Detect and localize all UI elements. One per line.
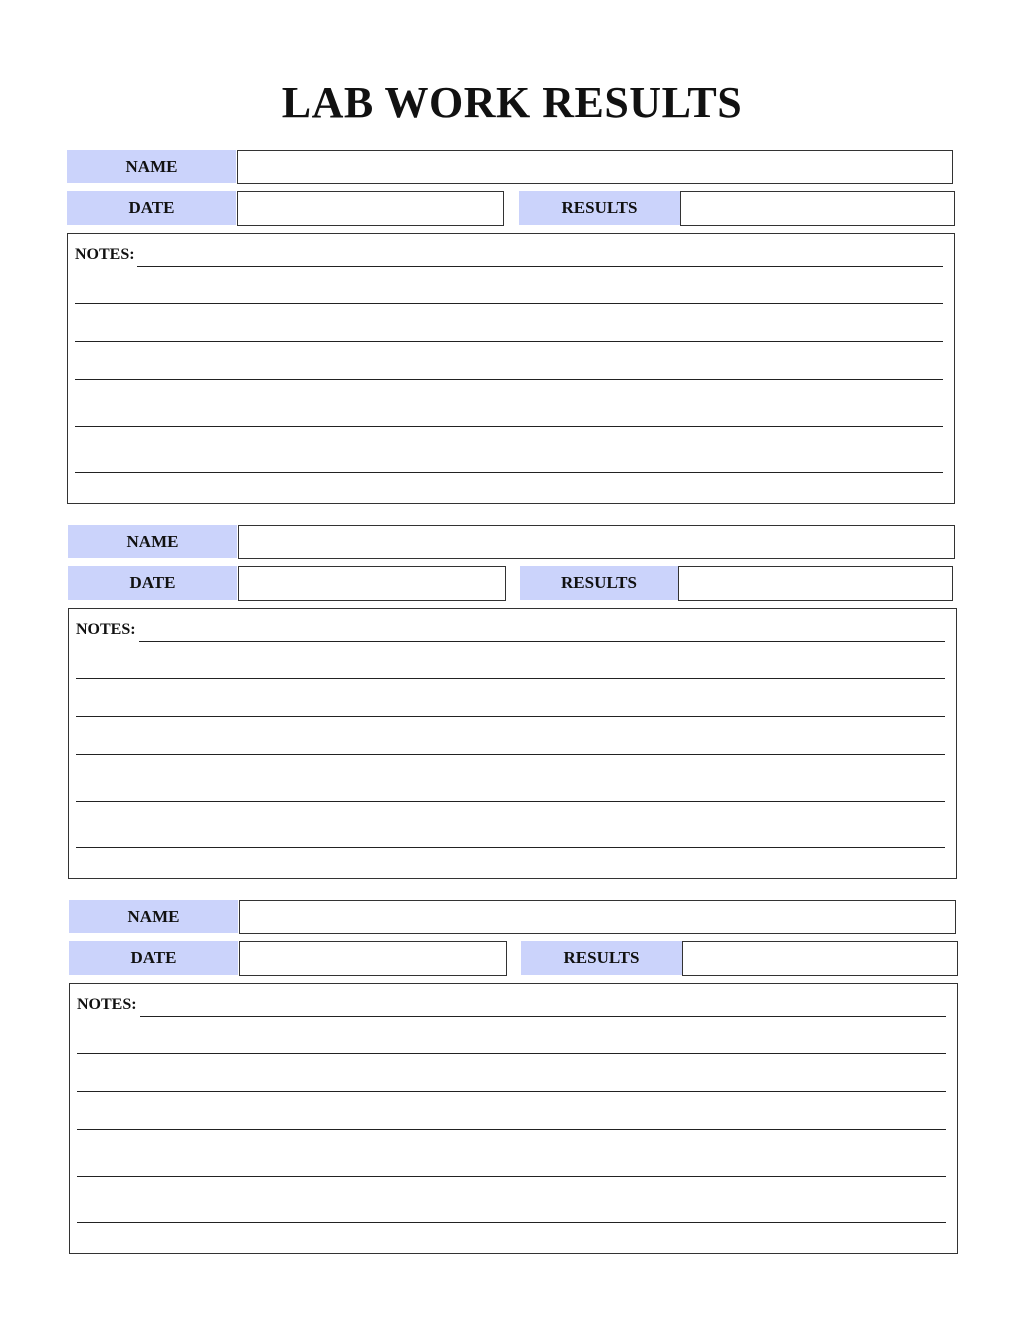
- notes-box[interactable]: [69, 983, 958, 1254]
- notes-line[interactable]: [77, 1129, 946, 1130]
- notes-label: NOTES:: [75, 246, 135, 263]
- notes-box[interactable]: [68, 608, 957, 879]
- results-label: RESULTS: [519, 191, 680, 225]
- name-field[interactable]: [238, 525, 955, 559]
- notes-label: NOTES:: [77, 996, 137, 1013]
- results-field[interactable]: [680, 191, 955, 226]
- notes-line[interactable]: [77, 1176, 946, 1177]
- notes-line[interactable]: [75, 379, 943, 380]
- notes-box[interactable]: [67, 233, 955, 504]
- results-label: RESULTS: [521, 941, 682, 975]
- notes-line[interactable]: [77, 1222, 946, 1223]
- notes-line[interactable]: [75, 341, 943, 342]
- notes-line[interactable]: [77, 1091, 946, 1092]
- notes-line[interactable]: [75, 303, 943, 304]
- notes-line[interactable]: [76, 754, 945, 755]
- notes-line[interactable]: [76, 847, 945, 848]
- date-label: DATE: [68, 566, 237, 600]
- notes-line[interactable]: [76, 801, 945, 802]
- notes-line[interactable]: [77, 1053, 946, 1054]
- notes-label: NOTES:: [76, 621, 136, 638]
- name-field[interactable]: [239, 900, 956, 934]
- results-label: RESULTS: [520, 566, 678, 600]
- notes-line[interactable]: [137, 266, 943, 267]
- notes-line[interactable]: [75, 426, 943, 427]
- lab-entry-2: [68, 525, 968, 885]
- notes-line[interactable]: [76, 678, 945, 679]
- notes-line[interactable]: [75, 472, 943, 473]
- results-field[interactable]: [682, 941, 958, 976]
- name-label: NAME: [67, 150, 236, 183]
- name-label: NAME: [69, 900, 238, 933]
- name-field[interactable]: [237, 150, 953, 184]
- notes-line[interactable]: [76, 716, 945, 717]
- date-label: DATE: [69, 941, 238, 975]
- notes-line[interactable]: [139, 641, 945, 642]
- page-title: LAB WORK RESULTS: [281, 78, 743, 127]
- date-field[interactable]: [239, 941, 507, 976]
- lab-entry-3: [69, 900, 969, 1260]
- notes-line[interactable]: [140, 1016, 946, 1017]
- lab-entry-1: [67, 150, 967, 510]
- date-label: DATE: [67, 191, 236, 225]
- results-field[interactable]: [678, 566, 953, 601]
- date-field[interactable]: [237, 191, 504, 226]
- name-label: NAME: [68, 525, 237, 558]
- date-field[interactable]: [238, 566, 506, 601]
